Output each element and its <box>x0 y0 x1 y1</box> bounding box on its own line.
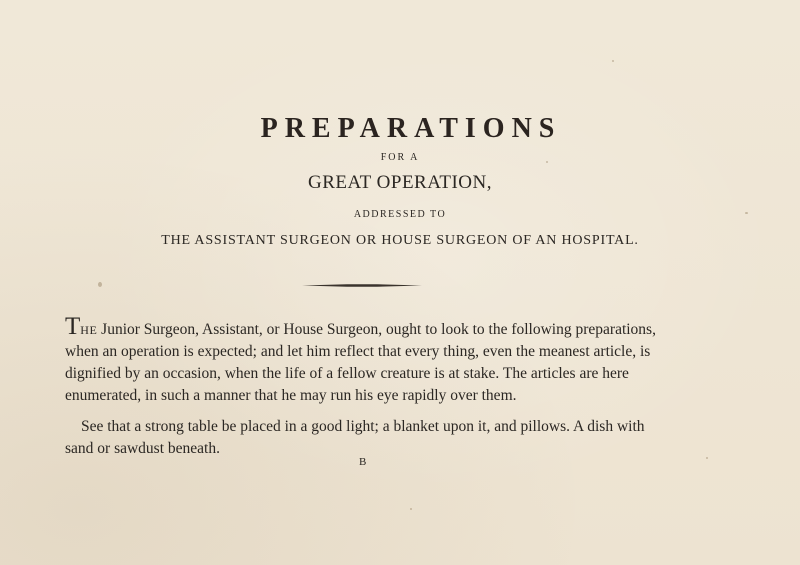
for-a-line: FOR A <box>380 152 420 163</box>
paper-speck <box>612 60 614 62</box>
paper-speck <box>410 508 412 510</box>
ornamental-rule <box>302 284 422 287</box>
signature-mark: B <box>359 456 368 468</box>
paragraph-1-text: Junior Surgeon, Assistant, or House Surgeon, ought to look to the following preparations, when an operation is expected; and let him reflect that every thing, even the meanest article, is dignified by an occasion, when the life of a fellow creature is at stake. The articles are here enumerated, in such a manner that he may run his eye rapidly over them. <box>65 321 656 404</box>
paper-speck <box>706 457 708 459</box>
addressed-to-line: ADDRESSED TO <box>353 209 447 220</box>
paper-speck <box>98 282 102 287</box>
drop-cap: T <box>65 313 81 340</box>
body-paragraph-2: See that a strong table be placed in a good light; a blanket upon it, and pillows. A dish with sand or sawdust beneath. <box>65 418 645 457</box>
recipient-line: THE ASSISTANT SURGEON OR HOUSE SURGEON OF AN HOSPITAL. <box>161 233 639 248</box>
small-caps-word: HE <box>80 323 98 337</box>
page-title: PREPARATIONS <box>260 113 562 144</box>
subtitle: GREAT OPERATION, <box>308 172 492 193</box>
body-paragraph-1 <box>65 313 665 407</box>
